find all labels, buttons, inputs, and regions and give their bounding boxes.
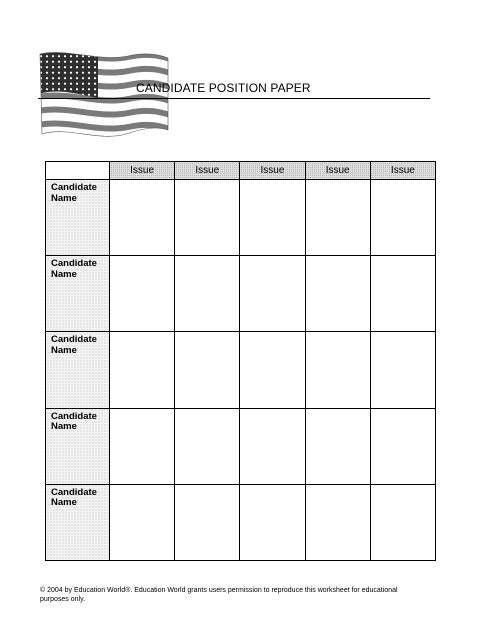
response-cell[interactable] (305, 256, 370, 332)
footer-line: © 2004 by Education World®. Education World grants users permission to reproduce this worksheet for educational (40, 587, 398, 594)
response-cell[interactable] (240, 256, 305, 332)
response-cell[interactable] (175, 408, 240, 484)
candidate-label: Name (51, 268, 77, 280)
candidate-label: Name (51, 344, 77, 356)
issue-header: Issue (175, 162, 240, 180)
response-cell[interactable] (370, 256, 435, 332)
candidate-name-cell (46, 332, 110, 408)
response-cell[interactable] (305, 332, 370, 408)
response-cell[interactable] (305, 180, 370, 256)
candidate-name-cell (46, 408, 110, 484)
copyright-footer (40, 586, 440, 604)
candidate-name-cell (46, 180, 110, 256)
position-table (45, 161, 436, 561)
candidate-label: Name (51, 192, 77, 204)
response-cell[interactable] (175, 484, 240, 560)
candidate-label: Candidate (51, 334, 97, 346)
response-cell[interactable] (175, 256, 240, 332)
table-corner-cell (46, 162, 110, 180)
response-cell[interactable] (240, 408, 305, 484)
response-cell[interactable] (305, 408, 370, 484)
response-cell[interactable] (370, 408, 435, 484)
table-row (46, 332, 436, 408)
issue-header: Issue (305, 162, 370, 180)
response-cell[interactable] (240, 180, 305, 256)
response-cell[interactable] (110, 484, 175, 560)
response-cell[interactable] (370, 332, 435, 408)
response-cell[interactable] (175, 332, 240, 408)
response-cell[interactable] (305, 484, 370, 560)
page-title: CANDIDATE POSITION PAPER (136, 81, 311, 95)
response-cell[interactable] (370, 180, 435, 256)
table-row (46, 408, 436, 484)
candidate-label: Candidate (51, 258, 97, 270)
response-cell[interactable] (175, 180, 240, 256)
candidate-label: Candidate (51, 486, 97, 498)
candidate-label: Candidate (51, 182, 97, 193)
response-cell[interactable] (110, 180, 175, 256)
response-cell[interactable] (240, 332, 305, 408)
candidate-name-cell (46, 256, 110, 332)
candidate-label: Name (51, 421, 77, 433)
issue-header: Issue (370, 162, 435, 180)
candidate-label: Candidate (51, 410, 97, 422)
table-header-row (46, 162, 436, 180)
response-cell[interactable] (370, 484, 435, 560)
table-row (46, 484, 436, 560)
response-cell[interactable] (110, 332, 175, 408)
footer-line: purposes only. (40, 596, 86, 603)
issue-header: Issue (110, 162, 175, 180)
table-row (46, 180, 436, 256)
candidate-name-cell (46, 484, 110, 560)
title-rule (38, 98, 430, 99)
table-row (46, 256, 436, 332)
response-cell[interactable] (110, 408, 175, 484)
issue-header: Issue (240, 162, 305, 180)
candidate-label: Name (51, 497, 77, 509)
response-cell[interactable] (240, 484, 305, 560)
response-cell[interactable] (110, 256, 175, 332)
